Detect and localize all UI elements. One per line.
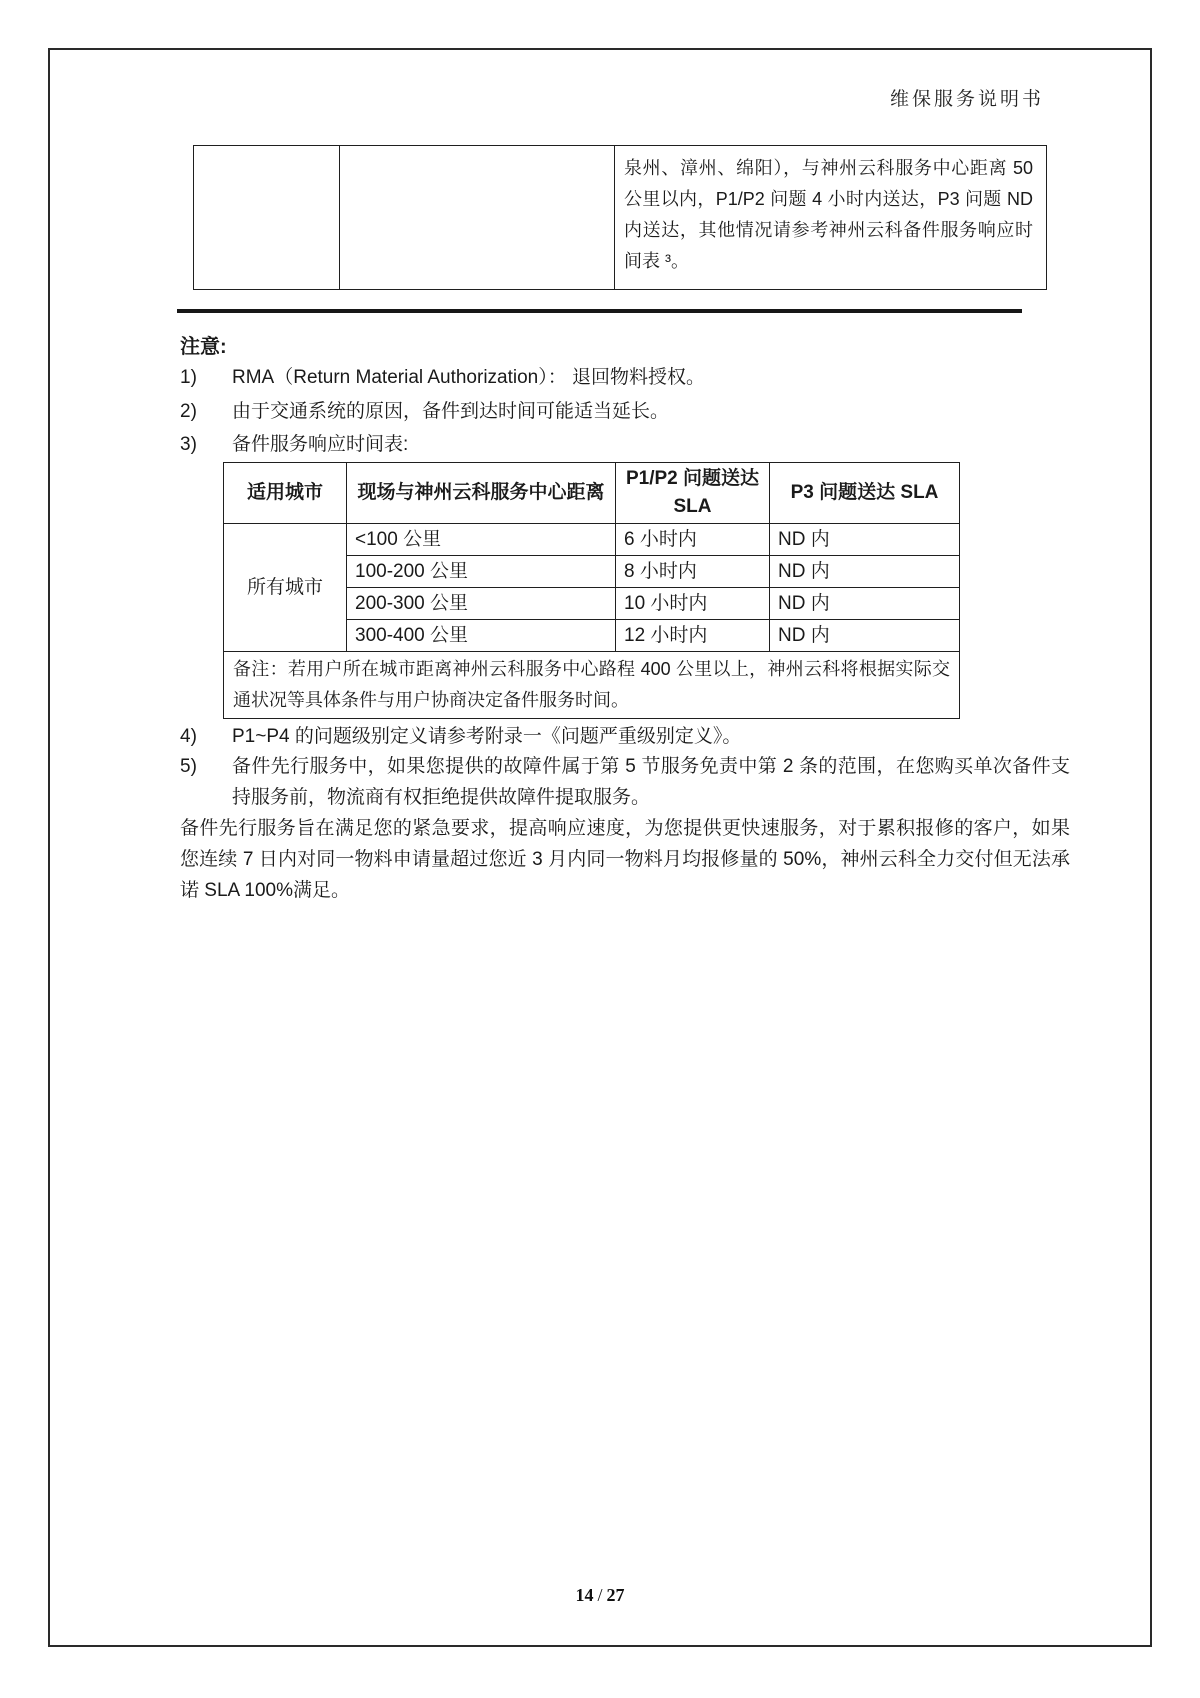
note-item-2 xyxy=(180,395,1070,429)
header-cell-city: 适用城市 xyxy=(224,463,347,524)
distance-cell: 100-200 公里 xyxy=(347,556,616,588)
sla-response-table xyxy=(223,462,960,719)
p12-sla-cell: 6 小时内 xyxy=(616,524,770,556)
item-number: 3) xyxy=(180,434,197,455)
page-number xyxy=(0,1585,1200,1606)
p3-sla-cell: ND 内 xyxy=(770,556,960,588)
distance-cell: 200-300 公里 xyxy=(347,588,616,620)
remark-cell: 备注：若用户所在城市距离神州云科服务中心路程 400 公里以上，神州云科将根据实际交通状况等具体条件与用户协商决定备件服务时间。 xyxy=(224,652,960,719)
table-remark-row xyxy=(224,652,960,719)
note-item-5 xyxy=(180,751,1070,813)
empty-cell xyxy=(340,146,615,290)
page-current: 14 xyxy=(575,1585,594,1605)
item-number: 2) xyxy=(180,401,197,422)
notes-heading: 注意: xyxy=(180,336,227,358)
p12-sla-cell: 8 小时内 xyxy=(616,556,770,588)
city-group-cell: 所有城市 xyxy=(224,524,347,652)
page-total: 27 xyxy=(606,1585,625,1605)
closing-paragraph: 备件先行服务旨在满足您的紧急要求，提高响应速度，为您提供更快速服务，对于累积报修的客户，如果您连续 7 日内对同一物料申请量超过您近 3 月内同一物料月均报修量的 50%，神州云科全力交付但无法承诺 SLA 100%满足。 xyxy=(180,818,1070,901)
item-text: 备件先行服务中，如果您提供的故障件属于第 5 节服务免责中第 2 条的范围，在您购买单次备件支持服务前，物流商有权拒绝提供故障件提取服务。 xyxy=(232,756,1070,808)
distance-cell: 300-400 公里 xyxy=(347,620,616,652)
doc-header-title: 维保服务说明书 xyxy=(890,89,1045,110)
distance-cell: <100 公里 xyxy=(347,524,616,556)
cell-paragraph: 泉州、漳州、绵阳），与神州云科服务中心距离 50 公里以内，P1/P2 问题 4 小时内送达，P3 问题 ND 内送达，其他情况请参考神州云科备件服务响应时间表 ³。 xyxy=(624,158,1033,271)
p12-sla-cell: 12 小时内 xyxy=(616,620,770,652)
item-text: 备件服务响应时间表: xyxy=(232,434,409,455)
header-cell-p12-sla: P1/P2 问题送达 SLA xyxy=(616,463,770,524)
note-item-3 xyxy=(180,428,1070,462)
continuation-table xyxy=(193,145,1047,290)
p12-sla-cell: 10 小时内 xyxy=(616,588,770,620)
table-header-row xyxy=(224,463,960,524)
item-text: P1~P4 的问题级别定义请参考附录一《问题严重级别定义》。 xyxy=(232,726,742,747)
p3-sla-cell: ND 内 xyxy=(770,588,960,620)
page-separator: / xyxy=(597,1585,603,1605)
header-cell-distance: 现场与神州云科服务中心距离 xyxy=(347,463,616,524)
item-number: 4) xyxy=(180,726,197,747)
table-row xyxy=(194,146,1047,290)
p3-sla-cell: ND 内 xyxy=(770,620,960,652)
empty-cell xyxy=(194,146,340,290)
item-number: 1) xyxy=(180,367,197,388)
service-detail-cell xyxy=(615,146,1047,290)
note-item-1 xyxy=(180,361,1070,395)
item-text: RMA（Return Material Authorization）： 退回物料授权。 xyxy=(232,367,706,388)
item-text: 由于交通系统的原因，备件到达时间可能适当延长。 xyxy=(232,401,670,422)
item-number: 5) xyxy=(180,756,197,777)
note-item-4 xyxy=(180,720,1070,754)
table-row xyxy=(224,524,960,556)
p3-sla-cell: ND 内 xyxy=(770,524,960,556)
header-cell-p3-sla: P3 问题送达 SLA xyxy=(770,463,960,524)
section-divider xyxy=(177,309,1022,313)
